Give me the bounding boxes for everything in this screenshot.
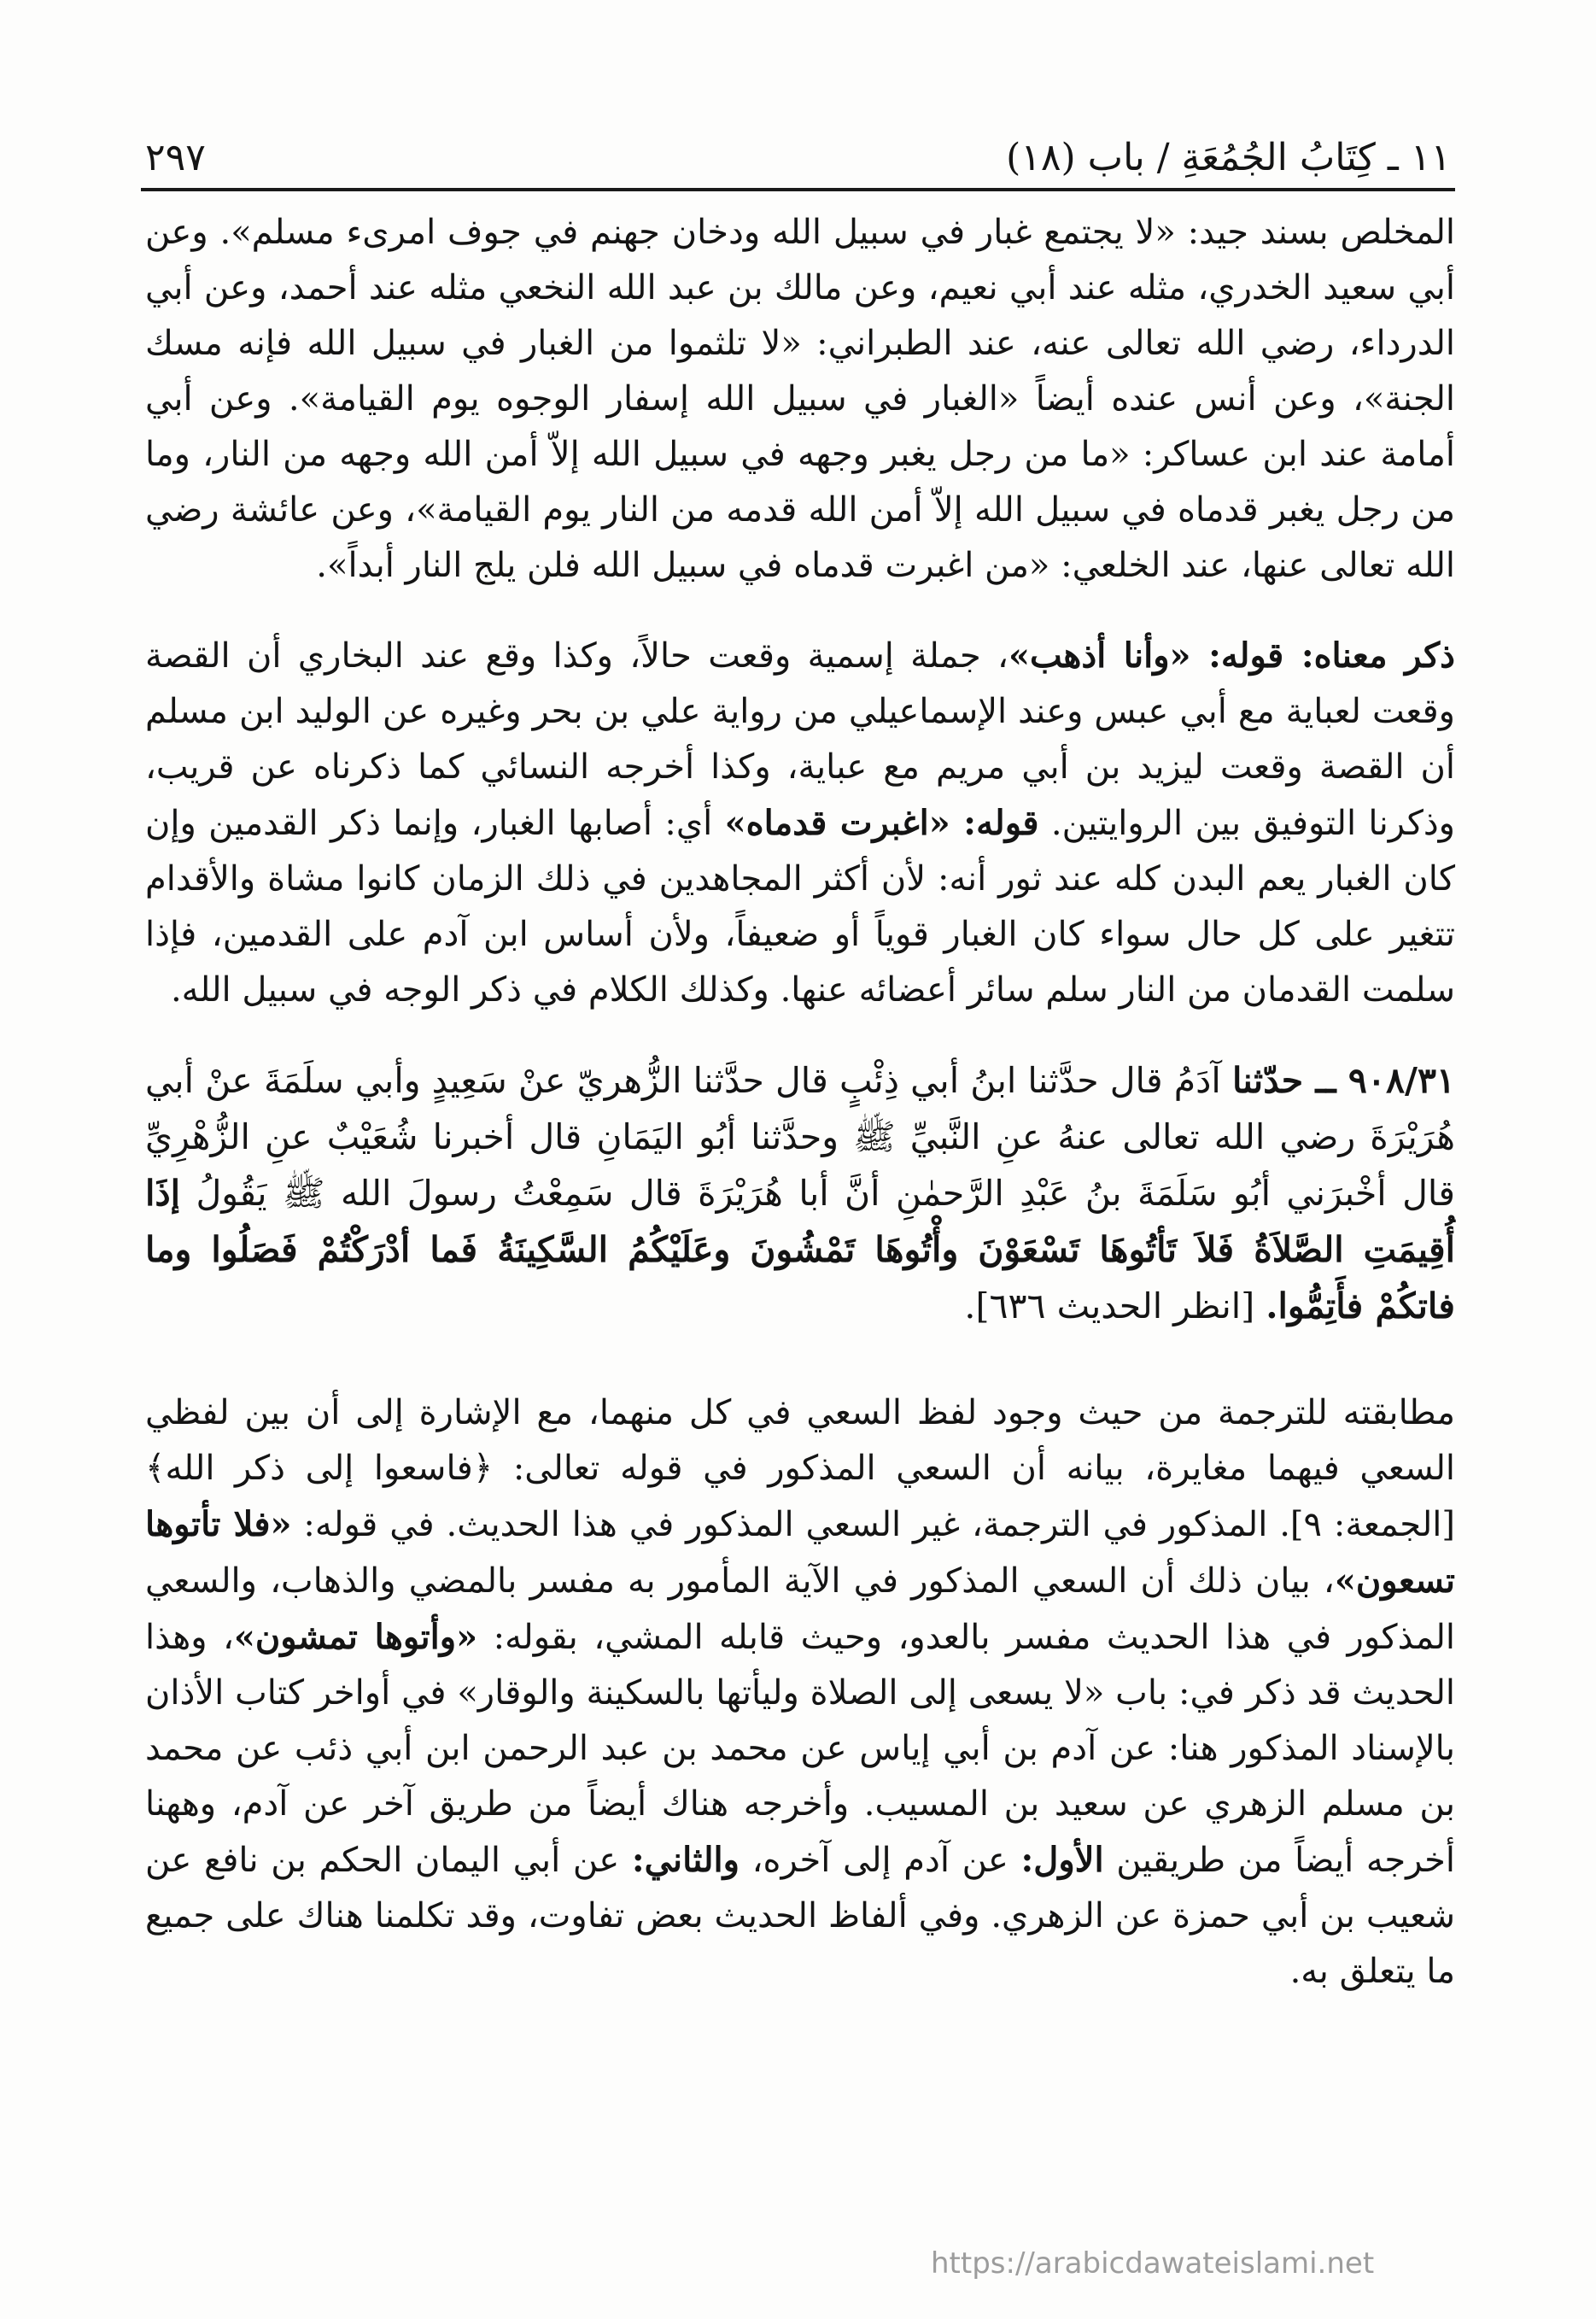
text-run: مطابقته للترجمة من حيث وجود لفظ السعي في كل منهما، مع الإشارة إلى أن بين لفظي السعي فيهما مغايرة، بيانه أن السعي المذكور في قوله تعالى: ﴿فاسعوا إلى ذكر الله﴾ [الجمعة: ٩]. المذكور في الترجمة، غير السعي المذكور في هذا الحديث. في قوله: xyxy=(145,1393,1455,1544)
hadith-matn: إذَا أُقِيمَتِ الصَّلاَةُ فَلاَ تَأتُوهَا تَسْعَوْنَ وأْتُوهَا تَمْشُونَ وعَلَيْكُمُ السَّكِينَةُ فَما أدْرَكْتُمْ فَصَلُوا وما فاتكُمْ فأَتِمُّوا. xyxy=(145,1173,1455,1326)
text-run: ، بيان ذلك أن السعي المذكور في الآية المأمور به مفسر بالمضي والذهاب، والسعي المذكور في هذا الحديث مفسر بالعدو، وحيث قابله المشي، بقوله: xyxy=(145,1561,1455,1657)
bold-phrase: والثاني: xyxy=(631,1840,740,1880)
page-number: ٢٩٧ xyxy=(145,136,206,179)
paragraph-commentary-2 xyxy=(145,628,1455,1018)
paragraph-commentary-1: المخلص بسند جيد: «لا يجتمع غبار في سبيل الله ودخان جهنم في جوف امرىء مسلم». وعن أبي سعيد الخدري، مثله عند أبي نعيم، وعن مالك بن عبد الله النخعي مثله عند أحمد، وعن أبي الدرداء، رضي الله تعالى عنه، عند الطبراني: «لا تلثموا من الغبار في سبيل الله فإنه مسك الجنة»، وعن أنس عنده أيضاً «الغبار في سبيل الله إسفار الوجوه يوم القيامة». وعن أبي أمامة عند ابن عساكر: «ما من رجل يغبر وجهه في سبيل الله إلاّ أمن الله وجهه من النار، وما من رجل يغبر قدماه في سبيل الله إلاّ أمن الله قدمه من النار يوم القيامة»، وعن عائشة رضي الله تعالى عنها، عند الخلعي: «من اغبرت قدماه في سبيل الله فلن يلج النار أبداً». xyxy=(145,213,1456,585)
hadith-isnad: آدَمُ قال حدَّثنا ابنُ أبي ذِئْبٍ قال حدَّثنا الزُّهريّ عنْ سَعِيدٍ وأبي سلَمَةَ عنْ أبي هُرَيْرَةَ رضي الله تعالى عنهُ عنِ النَّبيِّ ﷺ وحدَّثنا أبُو اليَمَانِ قال أخبرنا شُعَيْبٌ عنِ الزُّهْرِيِّ قال أخْبرَني أبُو سَلَمَةَ بنُ عَبْدِ الرَّحمٰنِ أنَّ أبا هُرَيْرَةَ قال سَمِعْتُ رسولَ الله ﷺ يَقُولُ xyxy=(145,1060,1455,1214)
running-header xyxy=(145,111,1451,179)
text-run: ، جملة إسمية وقعت حالاً، وكذا وقع عند البخاري أن القصة وقعت لعباية مع أبي عبس وعند الإسماعيلي من رواية علي بن بحر وغيره عن الوليد ابن مسلم أن القصة وقعت ليزيد بن أبي مريم مع عباية، وكذا أخرجه النسائي كما ذكرناه عن قريب، وذكرنا التوفيق بين الروايتين. xyxy=(145,636,1455,843)
text-run: أي: أصابها الغبار، وإنما ذكر القدمين وإن كان الغبار يعم البدن كله عند ثور أنه: لأن أكثر المجاهدين في ذلك الزمان كانوا مشاة والأقدام تتغير على كل حال سواء كان الغبار قوياً أو ضعيفاً، ولأن أساس ابن آدم على القدمين، فإذا سلمت القدمان من النار سلم سائر أعضائه عنها. وكذلك الكلام في ذكر الوجه في سبيل الله. xyxy=(145,804,1455,1010)
watermark-url: https://arabicdawateislami.net xyxy=(931,2246,1375,2281)
page-body xyxy=(145,205,1455,2000)
bold-phrase: الأول: xyxy=(1020,1840,1104,1880)
chapter-title: ١١ ـ كِتَابُ الجُمُعَةِ / باب (١٨) xyxy=(1006,136,1451,179)
hadith-block xyxy=(145,1052,1455,1334)
text-run: عن أبي اليمان الحكم بن نافع عن شعيب بن أبي حمزة عن الزهري. وفي ألفاظ الحديث بعض تفاوت، وقد تكلمنا هناك على جميع ما يتعلق به. xyxy=(145,1841,1455,1991)
bold-phrase: «وأتوها تمشون» xyxy=(233,1617,478,1657)
paragraph-commentary-3 xyxy=(145,1385,1455,2000)
header-rule xyxy=(141,188,1455,191)
hadith-number: ٩٠٨/٣١ ــ حدّثنا xyxy=(1231,1060,1455,1101)
hadith-reference: [انظر الحديث ٦٣٦]. xyxy=(964,1285,1266,1326)
bold-phrase: قوله: «اغبرت قدماه» xyxy=(724,803,1039,843)
text-run: ، وهذا الحديث قد ذكر في: باب «لا يسعى إلى الصلاة وليأتها بالسكينة والوقار» في أواخر كتاب الأذان بالإسناد المذكور هنا: عن آدم بن أبي إياس عن محمد بن عبد الرحمن ابن أبي ذئب عن محمد بن مسلم الزهري عن سعيد بن المسيب. وأخرجه هناك أيضاً من طريق آخر عن آدم، وههنا أخرجه أيضاً من طريقين xyxy=(145,1618,1455,1880)
bold-phrase: «فلا تأتوها تسعون» xyxy=(145,1504,1455,1601)
text-run: عن آدم إلى آخره، xyxy=(739,1841,1021,1880)
bold-phrase: ذكر معناه: قوله: «وأنا أذهب» xyxy=(1008,635,1455,676)
